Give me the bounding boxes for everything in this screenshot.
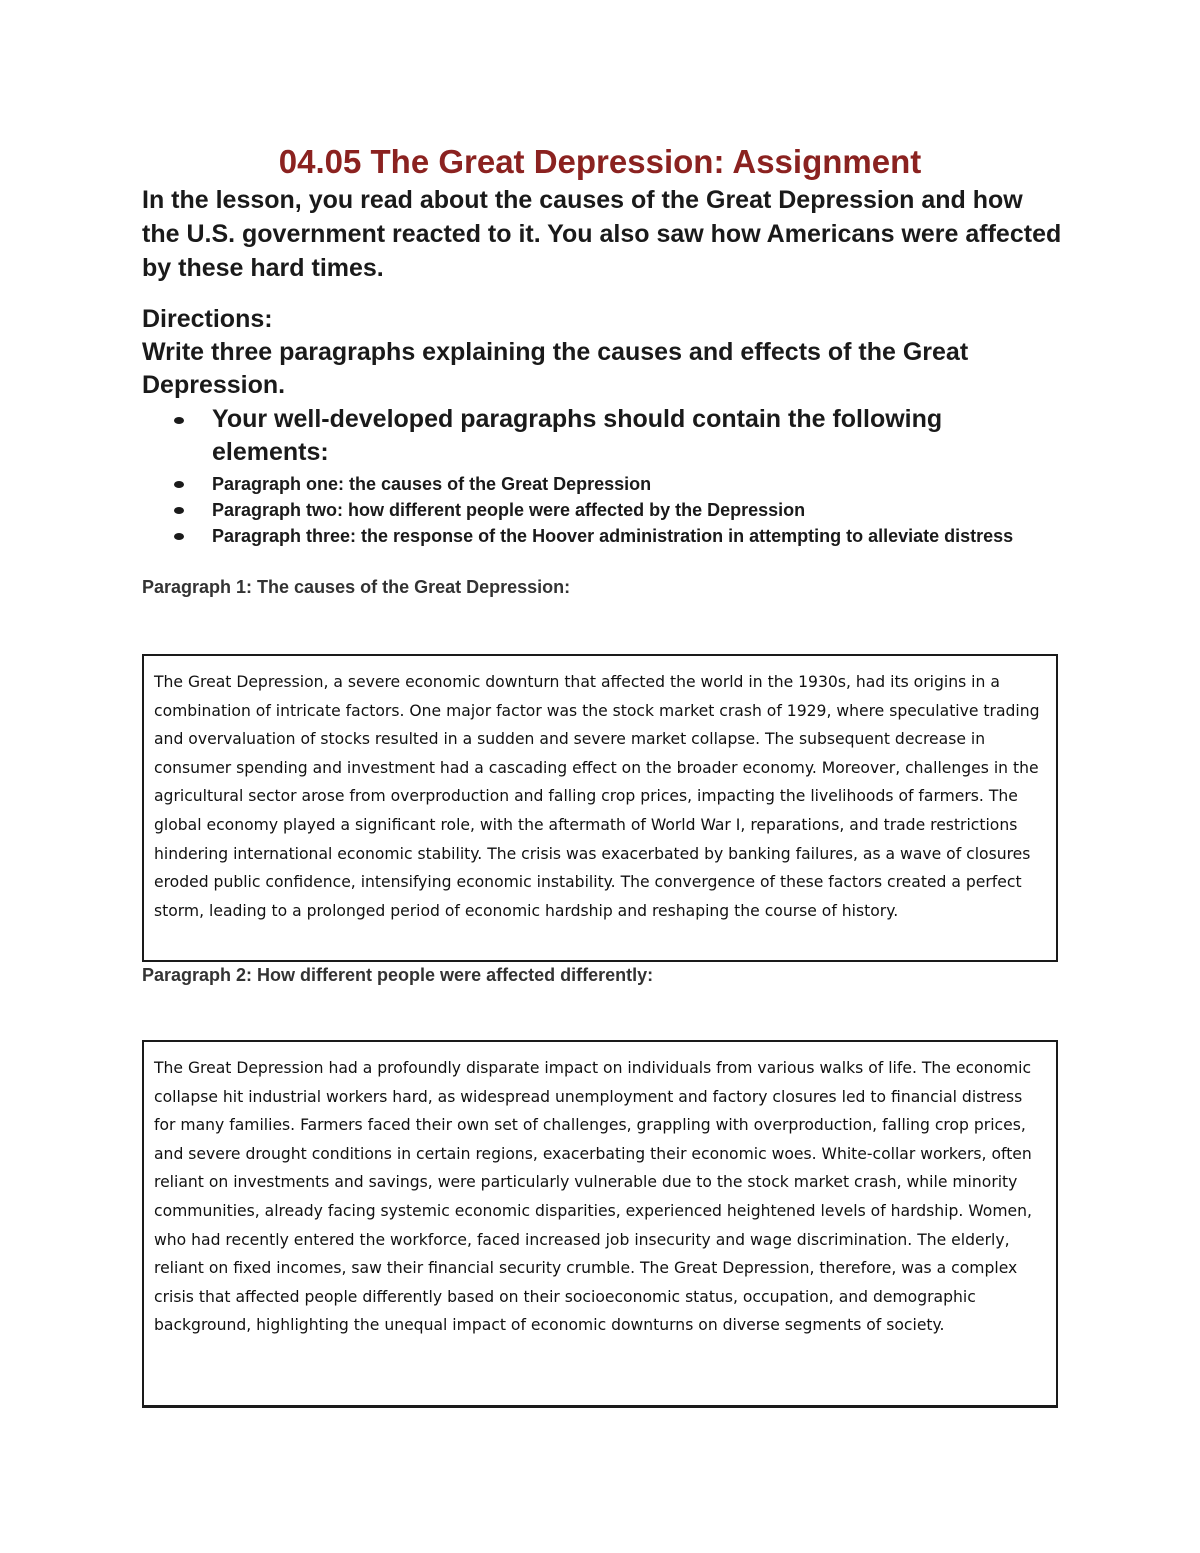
requirements-list xyxy=(142,403,1062,550)
list-item-text: Your well-developed paragraphs should contain the following elements: xyxy=(212,405,943,466)
paragraph-1-answer-box[interactable] xyxy=(142,654,1058,962)
directions-text: Write three paragraphs explaining the causes and effects of the Great Depression. xyxy=(142,338,969,399)
paragraph-2-answer-box[interactable] xyxy=(142,1040,1058,1408)
page-title: 04.05 The Great Depression: Assignment xyxy=(278,143,922,180)
bullet-icon xyxy=(174,481,184,488)
bullet-icon xyxy=(174,533,184,540)
paragraph-1-answer-text: The Great Depression, a severe economic downturn that affected the world in the 1930s, had its origins in a combination of intricate factors. One major factor was the stock market crash of 1929, where speculative trading and overvaluation of stocks resulted in a sudden and severe market collapse. The subsequent decrease in consumer spending and investment had a cascading effect on the broader economy. Moreover, challenges in the agricultural sector arose from overproduction and falling crop prices, impacting the livelihoods of farmers. The global economy played a significant role, with the aftermath of World War I, reparations, and trade restrictions hindering international economic stability. The crisis was exacerbated by banking failures, as a wave of closures eroded public confidence, intensifying economic instability. The convergence of these factors created a perfect storm, leading to a prolonged period of economic hardship and reshaping the course of history. xyxy=(154,673,1040,920)
directions-heading: Directions: xyxy=(142,305,273,333)
paragraph-2-answer-text: The Great Depression had a profoundly disparate impact on individuals from various walks of life. The economic collapse hit industrial workers hard, as widespread unemployment and factory closures led to financial distress for many families. Farmers faced their own set of challenges, grappling with overproduction, falling crop prices, and severe drought conditions in certain regions, exacerbating their economic woes. White-collar workers, often reliant on investments and savings, were particularly vulnerable due to the stock market crash, while minority communities, already facing systemic economic disparities, experienced heightened levels of hardship. Women, who had recently entered the workforce, faced increased job insecurity and wage discrimination. The elderly, reliant on fixed incomes, saw their financial security crumble. The Great Depression, therefore, was a complex crisis that affected people differently based on their socioeconomic status, occupation, and demographic background, highlighting the unequal impact of economic downturns on diverse segments of society. xyxy=(154,1059,1032,1335)
bullet-icon xyxy=(174,507,184,514)
list-item-text: Paragraph three: the response of the Hoover administration in attempting to alleviate distress xyxy=(212,526,1014,546)
paragraph-2-label: Paragraph 2: How different people were affected differently: xyxy=(142,965,654,985)
intro-text: In the lesson, you read about the causes of the Great Depression and how the U.S. government reacted to it. You also saw how Americans were affected by these hard times. xyxy=(142,186,1062,282)
list-item-text: Paragraph one: the causes of the Great Depression xyxy=(212,474,652,494)
paragraph-1-label: Paragraph 1: The causes of the Great Depression: xyxy=(142,577,571,597)
list-item xyxy=(142,403,1062,469)
bullet-icon xyxy=(174,417,184,424)
list-item-text: Paragraph two: how different people were affected by the Depression xyxy=(212,500,806,520)
list-item xyxy=(142,524,1062,549)
list-item xyxy=(142,472,1062,497)
list-item xyxy=(142,498,1062,523)
